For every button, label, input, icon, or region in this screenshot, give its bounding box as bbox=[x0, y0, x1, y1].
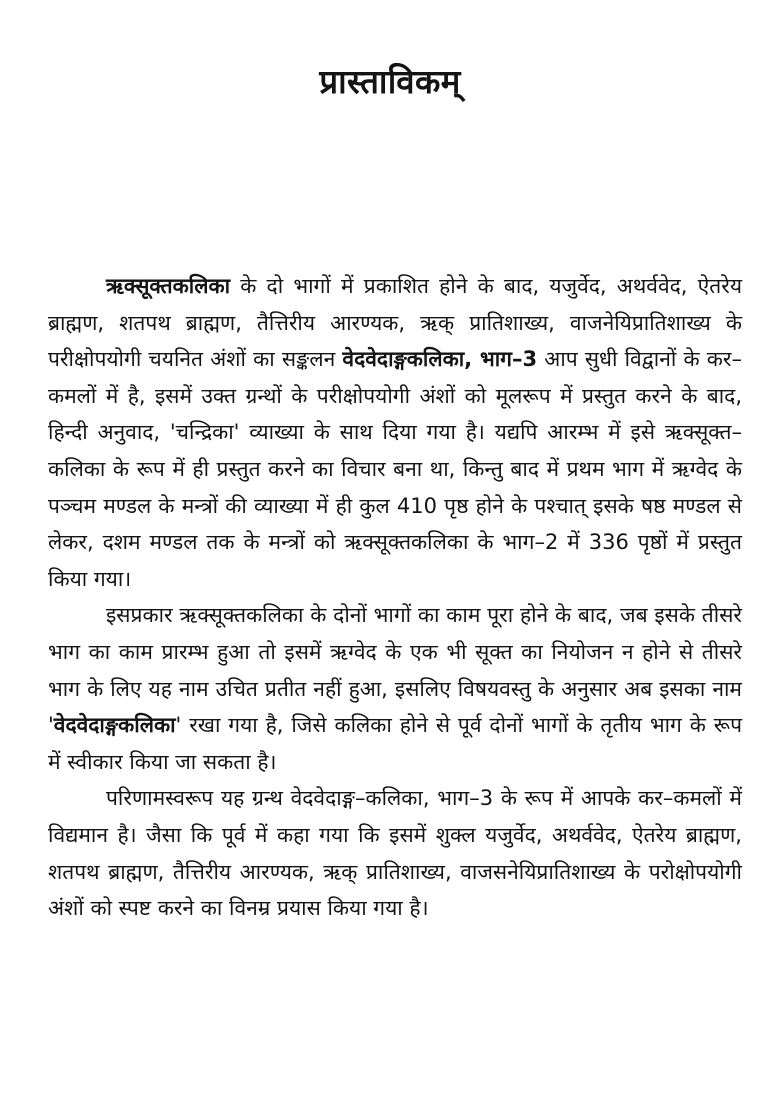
page-title: प्रास्ताविकम् bbox=[319, 62, 461, 101]
paragraph-2-segment: इसप्रकार ऋक्सूक्तकलिका के दोनों भागों का काम पूरा होने के बाद, जब इसके तीसरे भाग का काम प्रारम्भ हुआ तो इसमें ऋग्वेद के एक भी सूक्त का नियोजन न होने से तीसरे भाग के लिए यह नाम उचित प्रतीत नहीं हुआ, इसलिए विषयवस्तु के अनुसार अब इसका नाम ' bbox=[48, 603, 742, 738]
paragraph-1 bbox=[48, 268, 742, 597]
paragraph-2 bbox=[48, 597, 742, 780]
paragraph-3 bbox=[48, 780, 742, 926]
paragraph-2-segment: वेदवेदाङ्गकलिका bbox=[53, 713, 176, 738]
paragraph-1-segment: ऋक्सूक्तकलिका bbox=[106, 274, 231, 298]
paragraph-3-segment: परिणामस्वरूप यह ग्रन्थ वेदवेदाङ्ग–कलिका, भाग–3 के रूप में आपके कर–कमलों में विद्यमान है। जैसा कि पूर्व में कहा गया कि इसमें शुक्ल यजुर्वेद, अथर्ववेद, ऐतरेय ब्राह्मण, शतपथ ब्राह्मण, तैत्तिरीय आरण्यक, ऋक् प्रातिशाख्य, वाजसनेयिप्रातिशाख्य के परोक्षोपयोगी अंशों को स्पष्ट करने का विनम्र प्रयास किया गया है। bbox=[48, 786, 742, 921]
body-text bbox=[48, 268, 742, 927]
paragraph-1-segment: वेदवेदाङ्गकलिका, भाग–3 bbox=[342, 347, 538, 372]
paragraph-1-segment: आप सुधी विद्वानों के कर–कमलों में है, इसमें उक्त ग्रन्थों के परीक्षोपयोगी अंशों को मूलरूप में प्रस्तुत करने के बाद, हिन्दी अनुवाद, 'चन्द्रिका' व्याख्या के साथ दिया गया है। यद्यपि आरम्भ में इसे ऋक्सूक्त–कलिका के रूप में ही प्रस्तुत करने का विचार बना था, किन्तु बाद में प्रथम भाग में ऋग्वेद के पञ्चम मण्डल के मन्त्रों की व्याख्या में ही कुल 410 पृष्ठ होने के पश्चात् इसके षष्ठ मण्डल से लेकर, दशम मण्डल तक के मन्त्रों को ऋक्सूक्तकलिका के भाग–2 में 336 पृष्ठों में प्रस्तुत किया गया। bbox=[48, 347, 742, 591]
paragraph-1-segment: के दो भागों में प्रकाशित होने के बाद, यजुर्वेद, अथर्ववेद, ऐतरेय ब्राह्मण, शतपथ ब्राह्मण, तैत्तिरीय आरण्यक, ऋक् प्रातिशाख्य, वाजनेयिप्रातिशाख्य के परीक्षोपयोगी चयनित अंशों का सङ्कलन bbox=[48, 274, 742, 372]
paragraph-2-segment: ' रखा गया है, जिसे कलिका होने से पूर्व दोनों भागों के तृतीय भाग के रूप में स्वीकार किया जा सकता है। bbox=[48, 713, 742, 774]
